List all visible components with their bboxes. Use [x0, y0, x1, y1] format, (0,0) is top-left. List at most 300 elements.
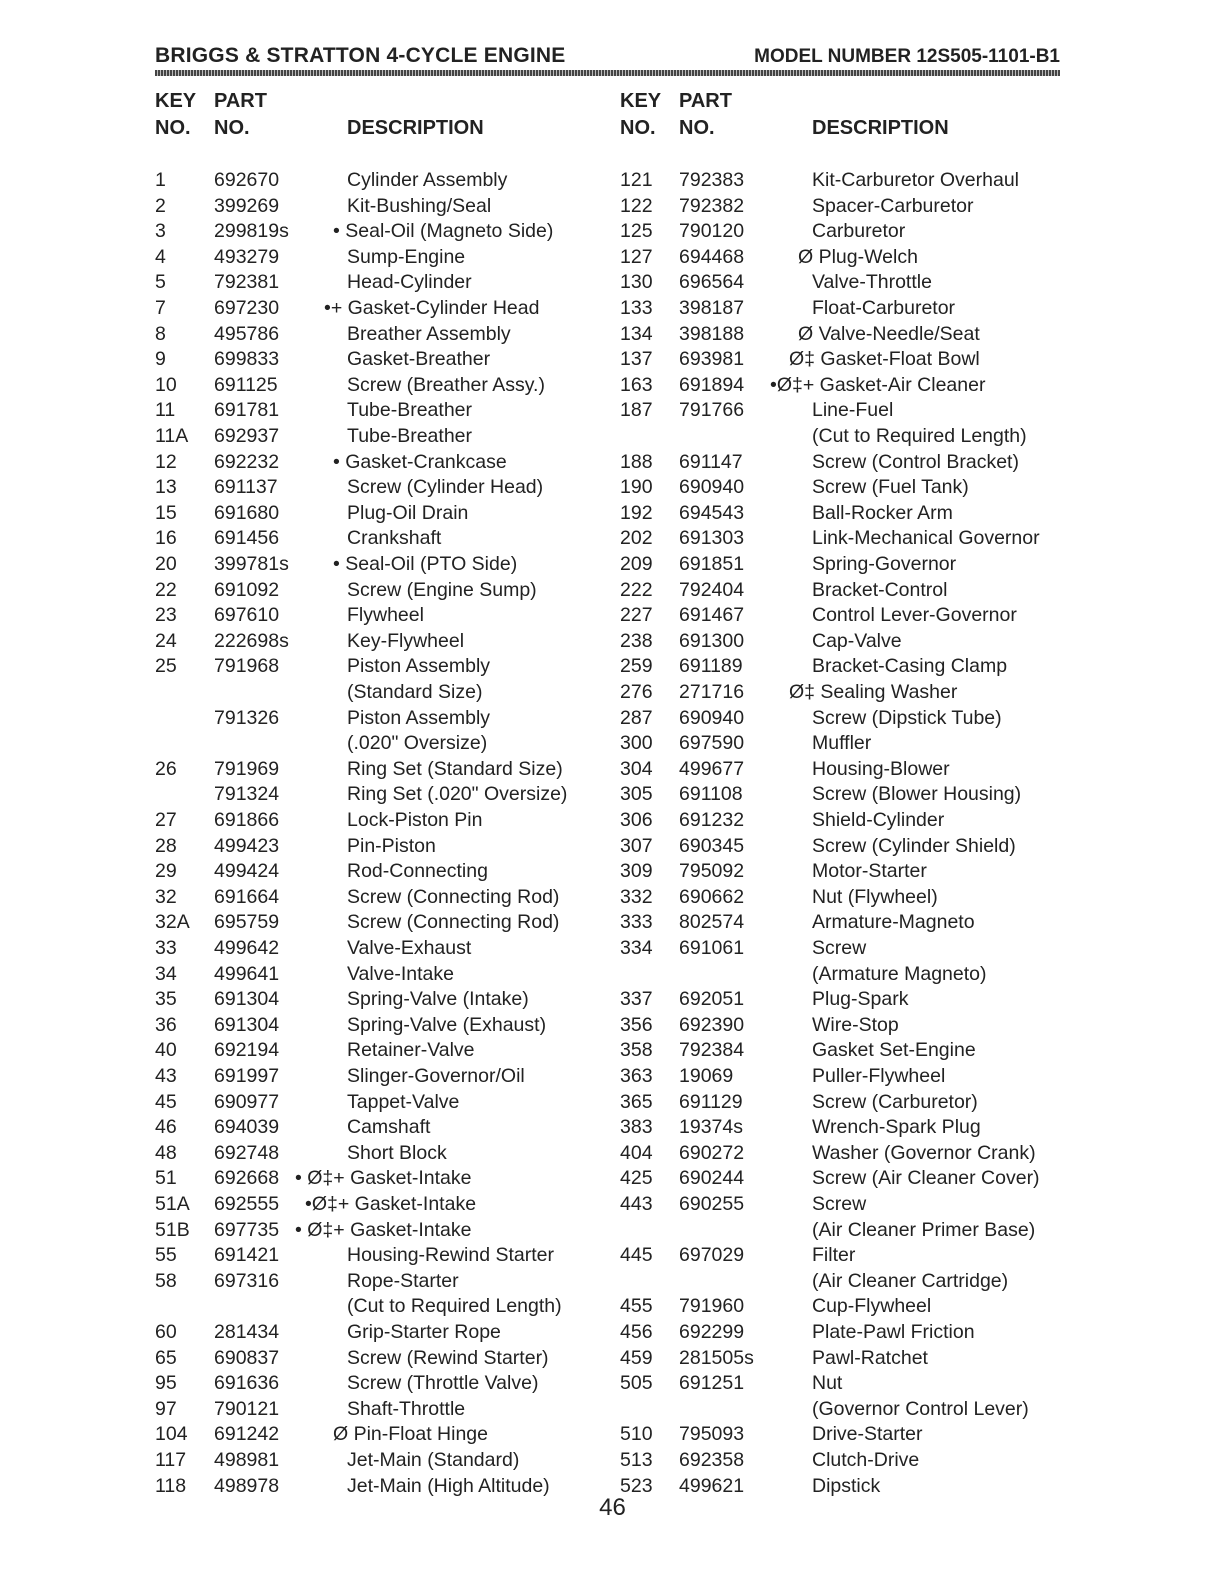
left-key-heading-2: NO. [155, 117, 191, 139]
part-number: 694468 [679, 245, 745, 268]
part-description: (.020" Oversize) [347, 732, 488, 755]
part-description: Line-Fuel [812, 399, 894, 422]
part-description: Pawl-Ratchet [812, 1346, 928, 1369]
part-description: Screw (Dipstick Tube) [812, 706, 1002, 729]
part-description: Piston Assembly [347, 706, 491, 729]
page-title: BRIGGS & STRATTON 4-CYCLE ENGINE [155, 44, 566, 67]
part-number: 498981 [214, 1449, 280, 1471]
part-number: 791324 [214, 783, 280, 806]
part-number: 691664 [214, 885, 280, 908]
part-description: Ø Valve-Needle/Seat [798, 322, 980, 345]
key-number: 510 [620, 1423, 653, 1446]
part-number: 690255 [679, 1193, 745, 1215]
part-number: 281434 [214, 1321, 280, 1343]
key-number: 425 [620, 1167, 653, 1190]
key-number: 34 [155, 962, 177, 985]
left-part-heading-1: PART [214, 90, 267, 112]
key-number: 133 [620, 297, 653, 319]
part-description: Screw (Blower Housing) [812, 783, 1022, 806]
part-number: 691866 [214, 809, 280, 831]
part-description: Filter [812, 1244, 856, 1267]
key-number: 104 [155, 1423, 188, 1446]
key-number: 9 [155, 348, 166, 371]
key-number: 32A [155, 911, 190, 934]
part-number: 697735 [214, 1218, 280, 1241]
key-number: 2 [155, 194, 166, 217]
part-description: Housing-Blower [812, 757, 950, 780]
key-number: 23 [155, 604, 177, 627]
key-number: 459 [620, 1346, 653, 1369]
part-description: Camshaft [347, 1116, 431, 1139]
part-number: 691108 [679, 783, 743, 806]
part-description: Float-Carburetor [812, 297, 956, 319]
part-description: Screw (Carburetor) [812, 1090, 978, 1113]
part-description: • Seal-Oil (PTO Side) [333, 553, 518, 575]
part-number: 802574 [679, 911, 745, 934]
key-number: 58 [155, 1269, 177, 1292]
part-description: Screw (Cylinder Shield) [812, 834, 1016, 857]
part-number: 399269 [214, 194, 280, 217]
key-number: 332 [620, 885, 653, 908]
part-number: 499641 [214, 962, 280, 985]
part-number: 790121 [214, 1397, 280, 1420]
part-number: 691092 [214, 578, 280, 601]
part-description: (Air Cleaner Cartridge) [812, 1269, 1009, 1292]
key-number: 20 [155, 553, 177, 575]
part-number: 691300 [679, 629, 745, 652]
key-number: 27 [155, 809, 177, 831]
key-number: 51 [155, 1167, 177, 1190]
part-number: 499642 [214, 937, 280, 959]
part-description: (Cut to Required Length) [812, 425, 1027, 447]
key-number: 337 [620, 988, 653, 1011]
key-number: 137 [620, 348, 653, 371]
part-description: Screw (Rewind Starter) [347, 1346, 549, 1369]
part-number: 697316 [214, 1269, 280, 1292]
part-number: 692390 [679, 1013, 745, 1036]
key-number: 24 [155, 629, 177, 652]
right-description-heading: DESCRIPTION [812, 117, 949, 139]
part-description: •+ Gasket-Cylinder Head [324, 297, 540, 319]
part-number: 690940 [679, 706, 745, 729]
part-description: Screw (Air Cleaner Cover) [812, 1167, 1040, 1190]
key-number: 238 [620, 629, 653, 652]
part-number: 691242 [214, 1423, 280, 1446]
key-number: 48 [155, 1141, 177, 1164]
part-description: Screw [812, 937, 867, 959]
part-description: (Governor Control Lever) [812, 1397, 1029, 1420]
part-description: Muffler [812, 732, 872, 755]
part-number: 690272 [679, 1141, 745, 1164]
part-number: 795093 [679, 1423, 745, 1446]
part-number: 691680 [214, 501, 280, 524]
part-description: (Armature Magneto) [812, 962, 987, 985]
part-number: 692232 [214, 450, 280, 473]
part-number: 691997 [214, 1065, 280, 1087]
right-key-heading-2: NO. [620, 117, 656, 139]
key-number: 334 [620, 937, 653, 959]
part-description: Dipstick [812, 1474, 881, 1497]
part-description: Screw (Connecting Rod) [347, 885, 560, 908]
part-description: Nut (Flywheel) [812, 885, 938, 908]
part-number: 792404 [679, 578, 745, 601]
part-number: 692668 [214, 1167, 280, 1190]
part-number: 691303 [679, 527, 745, 550]
part-number: 499621 [679, 1474, 745, 1497]
part-number: 692670 [214, 169, 280, 191]
key-number: 35 [155, 988, 177, 1011]
part-number: 498978 [214, 1474, 280, 1497]
part-description: Valve-Exhaust [347, 937, 472, 959]
part-description: Link-Mechanical Governor [812, 527, 1040, 550]
part-description: Puller-Flywheel [812, 1065, 946, 1087]
part-description: Cup-Flywheel [812, 1295, 932, 1318]
key-number: 28 [155, 834, 177, 857]
part-number: 691137 [214, 476, 278, 499]
part-number: 697230 [214, 297, 280, 319]
key-number: 309 [620, 860, 653, 883]
part-description: Jet-Main (High Altitude) [347, 1474, 550, 1497]
part-number: 690662 [679, 885, 745, 908]
part-description: Screw (Cylinder Head) [347, 476, 544, 499]
part-number: 795092 [679, 860, 745, 883]
part-description: Bracket-Casing Clamp [812, 655, 1008, 678]
part-description: Clutch-Drive [812, 1449, 920, 1471]
part-description: Screw [812, 1193, 867, 1215]
part-description: Wrench-Spark Plug [812, 1116, 981, 1139]
part-description: Slinger-Governor/Oil [347, 1065, 525, 1087]
part-description: (Air Cleaner Primer Base) [812, 1218, 1036, 1241]
key-number: 40 [155, 1039, 177, 1062]
part-description: Shield-Cylinder [812, 809, 945, 831]
key-number: 36 [155, 1013, 177, 1036]
part-number: 693981 [679, 348, 745, 371]
part-description: Sump-Engine [347, 245, 466, 268]
part-description: Screw (Control Bracket) [812, 450, 1019, 473]
key-number: 300 [620, 732, 653, 755]
part-number: 271716 [679, 681, 745, 703]
page-header [155, 44, 1060, 84]
part-number: 692555 [214, 1193, 280, 1215]
key-number: 134 [620, 322, 653, 345]
part-number: 697029 [679, 1244, 745, 1267]
part-number: 691189 [679, 655, 743, 678]
part-number: 692299 [679, 1321, 745, 1343]
part-number: 790120 [679, 220, 745, 243]
part-number: 691129 [679, 1090, 743, 1113]
part-description: Flywheel [347, 604, 424, 627]
key-number: 26 [155, 757, 177, 780]
part-number: 692194 [214, 1039, 280, 1062]
part-description: Rope-Starter [347, 1269, 459, 1292]
part-description: Pin-Piston [347, 834, 436, 857]
key-number: 306 [620, 809, 653, 831]
key-number: 190 [620, 476, 653, 499]
key-number: 51B [155, 1218, 190, 1241]
part-description: Screw (Fuel Tank) [812, 476, 969, 499]
part-number: 691636 [214, 1372, 280, 1395]
key-number: 356 [620, 1013, 653, 1036]
key-number: 122 [620, 194, 653, 217]
part-description: Gasket-Breather [347, 348, 491, 371]
part-description: Plate-Pawl Friction [812, 1321, 975, 1343]
key-number: 3 [155, 220, 166, 243]
part-number: 694039 [214, 1116, 280, 1139]
part-description: Carburetor [812, 220, 906, 243]
key-number: 209 [620, 553, 653, 575]
part-description: Spring-Valve (Exhaust) [347, 1013, 547, 1036]
part-description: Spacer-Carburetor [812, 194, 974, 217]
part-description: Piston Assembly [347, 655, 491, 678]
part-number: 690837 [214, 1346, 280, 1369]
key-number: 383 [620, 1116, 653, 1139]
part-number: 691147 [679, 450, 743, 473]
part-description: Plug-Oil Drain [347, 501, 469, 524]
part-number: 690244 [679, 1167, 745, 1190]
part-description: (Cut to Required Length) [347, 1295, 562, 1318]
part-number: 791960 [679, 1295, 745, 1318]
key-number: 121 [620, 169, 653, 191]
part-description: (Standard Size) [347, 681, 483, 703]
key-number: 287 [620, 706, 653, 729]
part-number: 792382 [679, 194, 745, 217]
key-number: 505 [620, 1372, 653, 1395]
key-number: 25 [155, 655, 177, 678]
key-number: 130 [620, 271, 653, 294]
part-number: 699833 [214, 348, 280, 371]
part-number: 222698s [214, 629, 289, 652]
part-description: Jet-Main (Standard) [347, 1449, 520, 1471]
part-description: Tube-Breather [347, 399, 473, 422]
page-number: 46 [599, 1494, 626, 1521]
part-number: 691061 [679, 937, 745, 959]
key-number: 33 [155, 937, 177, 959]
part-description: Plug-Spark [812, 988, 909, 1011]
part-description: Head-Cylinder [347, 271, 472, 294]
key-number: 16 [155, 527, 177, 550]
left-key-heading-1: KEY [155, 90, 197, 112]
part-number: 691304 [214, 1013, 280, 1036]
key-number: 5 [155, 271, 166, 294]
key-number: 95 [155, 1372, 177, 1395]
right-part-heading-2: NO. [679, 117, 715, 139]
key-number: 15 [155, 501, 177, 524]
part-description: Ø Plug-Welch [798, 245, 918, 268]
part-number: 691232 [679, 809, 745, 831]
part-number: 19374s [679, 1116, 743, 1139]
part-number: 499424 [214, 860, 280, 883]
part-description: Ring Set (.020" Oversize) [347, 783, 568, 806]
part-description: Cap-Valve [812, 629, 902, 652]
part-number: 499423 [214, 834, 280, 857]
part-number: 398187 [679, 297, 745, 319]
key-number: 222 [620, 578, 653, 601]
key-number: 55 [155, 1244, 177, 1267]
part-description: Nut [812, 1372, 843, 1395]
key-number: 304 [620, 757, 653, 780]
key-number: 276 [620, 681, 653, 703]
part-number: 792384 [679, 1039, 745, 1062]
key-number: 46 [155, 1116, 177, 1139]
key-number: 358 [620, 1039, 653, 1062]
part-description: • Ø‡+ Gasket-Intake [295, 1167, 472, 1190]
part-description: •Ø‡+ Gasket-Air Cleaner [770, 373, 986, 396]
key-number: 11 [155, 399, 176, 422]
part-number: 697610 [214, 604, 280, 627]
key-number: 192 [620, 501, 653, 524]
key-number: 513 [620, 1449, 653, 1471]
key-number: 65 [155, 1346, 177, 1369]
part-number: 398188 [679, 322, 745, 345]
part-description: Screw (Engine Sump) [347, 578, 537, 601]
key-number: 127 [620, 245, 653, 268]
part-description: Kit-Bushing/Seal [347, 194, 492, 217]
part-number: 691467 [679, 604, 745, 627]
key-number: 13 [155, 476, 177, 499]
key-number: 7 [155, 297, 166, 319]
part-number: 691304 [214, 988, 280, 1011]
key-number: 97 [155, 1397, 177, 1420]
part-number: 493279 [214, 245, 280, 268]
key-number: 443 [620, 1193, 653, 1215]
part-number: 694543 [679, 501, 745, 524]
key-number: 60 [155, 1321, 177, 1343]
part-description: • Seal-Oil (Magneto Side) [333, 220, 554, 243]
part-description: Motor-Starter [812, 860, 927, 883]
part-number: 691781 [214, 399, 280, 422]
key-number: 363 [620, 1065, 653, 1087]
part-number: 791766 [679, 399, 745, 422]
part-description: Control Lever-Governor [812, 604, 1017, 627]
key-number: 365 [620, 1090, 653, 1113]
part-number: 791968 [214, 655, 280, 678]
key-number: 188 [620, 450, 653, 473]
part-description: Grip-Starter Rope [347, 1321, 501, 1343]
part-description: Short Block [347, 1141, 447, 1164]
part-number: 499677 [679, 757, 745, 780]
part-description: Crankshaft [347, 527, 442, 550]
key-number: 404 [620, 1141, 653, 1164]
key-number: 12 [155, 450, 177, 473]
part-number: 691421 [214, 1244, 280, 1267]
part-description: Tube-Breather [347, 425, 473, 447]
part-description: Ø‡ Gasket-Float Bowl [789, 348, 980, 371]
part-description: Ø Pin-Float Hinge [333, 1423, 488, 1446]
key-number: 456 [620, 1321, 653, 1343]
part-description: Key-Flywheel [347, 629, 465, 652]
part-number: 299819s [214, 220, 289, 243]
key-number: 43 [155, 1065, 177, 1087]
key-number: 4 [155, 245, 166, 268]
part-description: •Ø‡+ Gasket-Intake [305, 1193, 477, 1215]
key-number: 32 [155, 885, 177, 908]
part-number: 692051 [679, 988, 745, 1011]
part-description: Spring-Governor [812, 553, 957, 575]
key-number: 11A [155, 425, 189, 447]
part-description: Valve-Intake [347, 962, 454, 985]
part-description: Drive-Starter [812, 1423, 923, 1446]
part-description: Gasket Set-Engine [812, 1039, 976, 1062]
key-number: 125 [620, 220, 653, 243]
part-description: • Ø‡+ Gasket-Intake [295, 1218, 472, 1241]
key-number: 227 [620, 604, 653, 627]
key-number: 333 [620, 911, 653, 934]
part-number: 399781s [214, 553, 289, 575]
part-description: Washer (Governor Crank) [812, 1141, 1036, 1164]
key-number: 29 [155, 860, 177, 883]
key-number: 10 [155, 373, 177, 396]
part-description: Ring Set (Standard Size) [347, 757, 563, 780]
left-part-heading-2: NO. [214, 117, 250, 139]
part-number: 691851 [679, 553, 745, 575]
part-description: Wire-Stop [812, 1013, 899, 1036]
part-number: 695759 [214, 911, 280, 934]
header-rule [155, 70, 1060, 76]
key-number: 118 [155, 1474, 187, 1497]
part-description: • Gasket-Crankcase [333, 450, 507, 473]
part-number: 690977 [214, 1090, 280, 1113]
part-number: 691456 [214, 527, 280, 550]
part-number: 791326 [214, 706, 280, 729]
part-number: 281505s [679, 1346, 754, 1369]
part-number: 697590 [679, 732, 745, 755]
key-number: 455 [620, 1295, 653, 1318]
part-description: Screw (Connecting Rod) [347, 911, 560, 934]
part-number: 792381 [214, 271, 280, 294]
part-number: 690345 [679, 834, 745, 857]
key-number: 259 [620, 655, 653, 678]
left-description-heading: DESCRIPTION [347, 117, 484, 139]
part-description: Spring-Valve (Intake) [347, 988, 529, 1011]
part-number: 19069 [679, 1065, 734, 1087]
part-description: Retainer-Valve [347, 1039, 475, 1062]
key-number: 163 [620, 373, 653, 396]
key-number: 307 [620, 834, 653, 857]
part-number: 690940 [679, 476, 745, 499]
part-description: Kit-Carburetor Overhaul [812, 169, 1019, 191]
part-number: 691894 [679, 373, 745, 396]
key-number: 187 [620, 399, 653, 422]
key-number: 523 [620, 1474, 653, 1497]
part-description: Bracket-Control [812, 578, 948, 601]
key-number: 445 [620, 1244, 653, 1267]
key-number: 305 [620, 783, 653, 806]
part-description: Shaft-Throttle [347, 1397, 466, 1420]
part-description: Lock-Piston Pin [347, 809, 483, 831]
part-description: Screw (Breather Assy.) [347, 373, 545, 396]
part-number: 692358 [679, 1449, 745, 1471]
key-number: 51A [155, 1193, 190, 1215]
part-number: 692748 [214, 1141, 280, 1164]
key-number: 22 [155, 578, 177, 601]
part-number: 692937 [214, 425, 280, 447]
part-description: Ball-Rocker Arm [812, 501, 953, 524]
part-number: 696564 [679, 271, 745, 294]
part-description: Screw (Throttle Valve) [347, 1372, 539, 1395]
part-description: Cylinder Assembly [347, 169, 508, 191]
part-number: 691125 [214, 373, 278, 396]
key-number: 202 [620, 527, 653, 550]
model-number: MODEL NUMBER 12S505-1101-B1 [754, 46, 1060, 67]
part-number: 691251 [679, 1372, 745, 1395]
part-description: Valve-Throttle [812, 271, 932, 294]
part-number: 792383 [679, 169, 745, 191]
right-part-heading-1: PART [679, 90, 732, 112]
key-number: 117 [155, 1449, 187, 1471]
part-number: 791969 [214, 757, 280, 780]
key-number: 8 [155, 322, 166, 345]
part-description: Tappet-Valve [347, 1090, 460, 1113]
